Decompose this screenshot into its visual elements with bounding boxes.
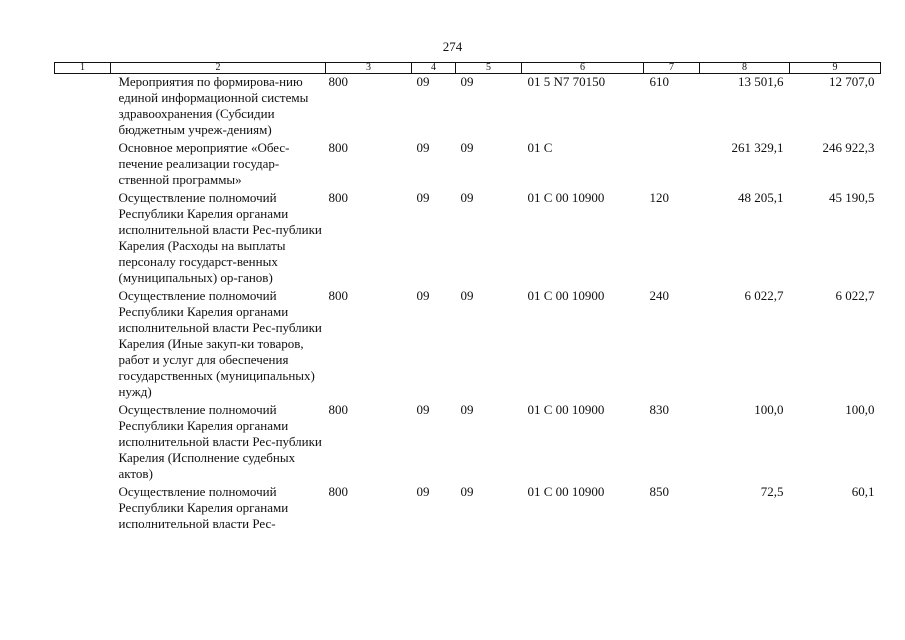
subsection-code: 09 — [460, 140, 474, 155]
expense-type-code: 830 — [649, 402, 669, 417]
expense-type-code: 610 — [649, 74, 669, 89]
amount-col-9: 100,0 — [845, 402, 875, 417]
row-number-cell — [55, 140, 111, 190]
amount-col-8: 261 329,1 — [731, 140, 784, 155]
column-header: 6 — [522, 63, 644, 74]
amount-col-9: 6 022,7 — [835, 288, 875, 303]
table-row — [55, 402, 881, 484]
page-number: 274 — [442, 39, 463, 54]
column-header: 8 — [700, 63, 790, 74]
subsection-code: 09 — [460, 402, 474, 417]
subsection-code: 09 — [460, 288, 474, 303]
target-item-code: 01 С 00 10900 — [527, 288, 605, 303]
expense-type-code: 850 — [649, 484, 669, 499]
table-row — [55, 74, 881, 141]
column-number-row — [55, 63, 881, 74]
section-code: 09 — [416, 190, 430, 205]
amount-col-9: 60,1 — [851, 484, 875, 499]
column-header: 9 — [790, 63, 881, 74]
column-header: 7 — [644, 63, 700, 74]
column-header: 4 — [412, 63, 456, 74]
amount-col-8: 6 022,7 — [744, 288, 784, 303]
table-row — [55, 288, 881, 402]
row-number-cell — [55, 74, 111, 141]
column-header: 3 — [326, 63, 412, 74]
section-code: 09 — [416, 288, 430, 303]
ministry-code: 800 — [328, 190, 348, 205]
row-name: Осуществление полномочий Республики Карелия органами исполнительной власти Рес-публики Карелия (Исполнение судебных актов) — [118, 402, 322, 481]
section-code: 09 — [416, 74, 430, 89]
target-item-code: 01 С — [527, 140, 553, 155]
target-item-code: 01 С 00 10900 — [527, 484, 605, 499]
section-code: 09 — [416, 402, 430, 417]
row-number-cell — [55, 190, 111, 288]
expense-type-code — [644, 140, 700, 190]
row-name: Мероприятия по формирова-нию единой информационной системы здравоохранения (Субсидии бюджетным учреж-дениям) — [118, 74, 309, 137]
ministry-code: 800 — [328, 74, 348, 89]
subsection-code: 09 — [460, 190, 474, 205]
column-header: 2 — [111, 63, 326, 74]
amount-col-8: 100,0 — [754, 402, 784, 417]
ministry-code: 800 — [328, 484, 348, 499]
amount-col-8: 72,5 — [760, 484, 784, 499]
ministry-code: 800 — [328, 288, 348, 303]
subsection-code: 09 — [460, 74, 474, 89]
row-name: Осуществление полномочий Республики Карелия органами исполнительной власти Рес-публики Карелия (Иные закуп-ки товаров, работ и услуг для обеспечения государственных (муниципальных) нужд) — [118, 288, 322, 399]
target-item-code: 01 С 00 10900 — [527, 402, 605, 417]
row-number-cell — [55, 402, 111, 484]
target-item-code: 01 С 00 10900 — [527, 190, 605, 205]
column-header: 1 — [55, 63, 111, 74]
amount-col-9: 45 190,5 — [829, 190, 875, 205]
section-code: 09 — [416, 484, 430, 499]
amount-col-8: 48 205,1 — [738, 190, 784, 205]
expense-type-code: 120 — [649, 190, 669, 205]
budget-table — [54, 62, 881, 534]
amount-col-9: 12 707,0 — [829, 74, 875, 89]
column-header: 5 — [456, 63, 522, 74]
section-code: 09 — [416, 140, 430, 155]
amount-col-8: 13 501,6 — [738, 74, 784, 89]
row-number-cell — [55, 484, 111, 534]
amount-col-9: 246 922,3 — [822, 140, 875, 155]
table-row — [55, 140, 881, 190]
row-number-cell — [55, 288, 111, 402]
subsection-code: 09 — [460, 484, 474, 499]
ministry-code: 800 — [328, 140, 348, 155]
table-row — [55, 484, 881, 534]
row-name: Основное мероприятие «Обес-печение реализации государ-ственной программы» — [118, 140, 290, 187]
row-name: Осуществление полномочий Республики Карелия органами исполнительной власти Рес- — [118, 484, 289, 531]
row-name: Осуществление полномочий Республики Карелия органами исполнительной власти Рес-публики Карелия (Расходы на выплаты персоналу государст-венных (муниципальных) ор-ганов) — [118, 190, 322, 285]
table-row — [55, 190, 881, 288]
target-item-code: 01 5 N7 70150 — [527, 74, 606, 89]
expense-type-code: 240 — [649, 288, 669, 303]
ministry-code: 800 — [328, 402, 348, 417]
